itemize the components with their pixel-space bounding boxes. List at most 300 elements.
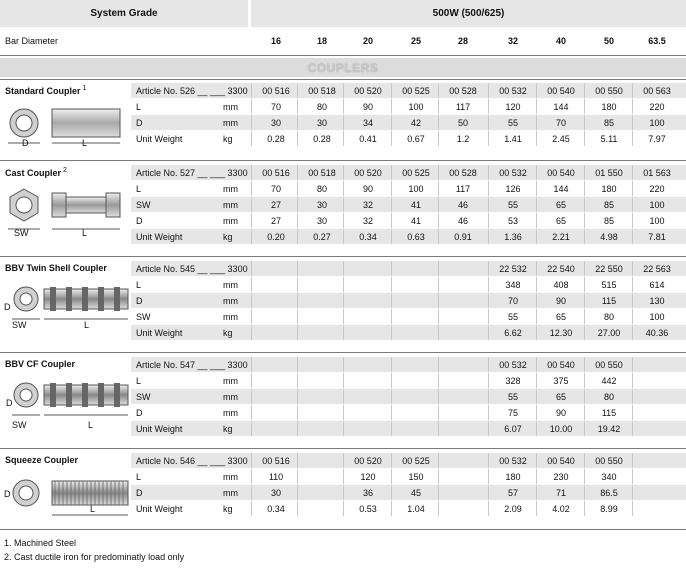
cell-divider — [632, 357, 633, 372]
table-cell: 19.42 — [597, 424, 621, 434]
row-unit: mm — [223, 280, 238, 290]
cell-divider — [632, 99, 633, 114]
cell-divider — [488, 131, 489, 146]
table-cell: 1.04 — [407, 504, 425, 514]
row-unit: mm — [223, 184, 238, 194]
table-cell: 46 — [457, 200, 468, 210]
cell-divider — [536, 229, 537, 244]
table-cell: 375 — [553, 376, 569, 386]
section-title — [5, 359, 75, 369]
cell-divider — [584, 229, 585, 244]
table-cell: 180 — [505, 472, 521, 482]
table-cell: 00 525 — [402, 86, 430, 96]
table-cell: 2.45 — [552, 134, 570, 144]
table-cell: 408 — [553, 280, 569, 290]
table-cell: 57 — [507, 488, 518, 498]
table-cell: 7.81 — [648, 232, 666, 242]
section-title — [5, 455, 78, 465]
table-cell — [440, 501, 486, 517]
table-cell: 27.00 — [597, 328, 621, 338]
cell-divider — [391, 181, 392, 196]
table-cell — [299, 421, 345, 437]
table-cell: 0.91 — [454, 232, 472, 242]
cell-divider — [488, 309, 489, 324]
table-cell: 70 — [270, 184, 281, 194]
cell-divider — [536, 421, 537, 436]
cell-divider — [391, 357, 392, 372]
table-cell — [253, 309, 299, 325]
row-unit: mm — [223, 488, 238, 498]
row-unit: mm — [223, 408, 238, 418]
cell-divider — [488, 83, 489, 98]
table-cell: 100 — [649, 312, 665, 322]
table-cell — [299, 293, 345, 309]
footnote-marker: 2 — [63, 167, 67, 174]
table-cell: 40.36 — [645, 328, 669, 338]
cell-divider — [536, 213, 537, 228]
cell-divider — [632, 325, 633, 340]
row-label: SW — [136, 392, 151, 402]
cell-divider — [488, 229, 489, 244]
table-cell: 30 — [270, 118, 281, 128]
table-cell — [393, 261, 439, 277]
table-cell: 614 — [649, 280, 665, 290]
table-cell — [345, 261, 391, 277]
table-cell — [393, 309, 439, 325]
table-cell — [253, 421, 299, 437]
cell-divider — [584, 261, 585, 276]
cell-divider — [488, 421, 489, 436]
cell-divider — [584, 357, 585, 372]
table-cell — [440, 357, 486, 373]
table-cell — [393, 325, 439, 341]
table-cell — [253, 389, 299, 405]
cell-divider — [391, 485, 392, 500]
table-cell: 32 — [362, 200, 373, 210]
cell-divider — [584, 213, 585, 228]
table-cell — [634, 389, 680, 405]
section-title — [5, 263, 107, 273]
row-unit: kg — [223, 328, 233, 338]
table-cell: 70 — [555, 118, 566, 128]
table-cell — [299, 453, 345, 469]
standard-coupler-icon — [2, 101, 130, 163]
table-cell: 6.07 — [504, 424, 522, 434]
cell-divider — [584, 469, 585, 484]
cell-divider — [391, 213, 392, 228]
cell-divider — [632, 277, 633, 292]
cell-divider — [488, 453, 489, 468]
table-cell: 348 — [505, 280, 521, 290]
table-cell: 85 — [603, 200, 614, 210]
bar-diameter-value: 18 — [316, 36, 327, 46]
row-unit: kg — [223, 504, 233, 514]
row-label: Unit Weight — [136, 504, 183, 514]
cell-divider — [536, 357, 537, 372]
table-cell — [253, 373, 299, 389]
row-label: D — [136, 296, 143, 306]
table-cell: 328 — [505, 376, 521, 386]
table-cell: 100 — [408, 184, 424, 194]
cell-divider — [488, 165, 489, 180]
dimension-label: L — [84, 320, 90, 330]
cell-divider — [584, 389, 585, 404]
dimension-label: D — [22, 138, 29, 148]
table-cell: 100 — [649, 118, 665, 128]
cell-divider — [488, 501, 489, 516]
cell-divider — [536, 99, 537, 114]
row-unit: kg — [223, 134, 233, 144]
table-cell: 80 — [316, 102, 327, 112]
row-unit: mm — [223, 118, 238, 128]
dimension-label: SW — [12, 420, 27, 430]
cell-divider — [632, 229, 633, 244]
cell-divider — [391, 309, 392, 324]
cell-divider — [632, 485, 633, 500]
cell-divider — [584, 165, 585, 180]
table-cell — [253, 277, 299, 293]
cell-divider — [488, 181, 489, 196]
table-cell: 71 — [555, 488, 566, 498]
row-label: L — [136, 280, 142, 290]
table-cell: 115 — [601, 408, 617, 418]
section-separator — [0, 256, 686, 257]
table-cell: 00 550 — [595, 456, 623, 466]
cell-divider — [536, 83, 537, 98]
table-cell — [345, 421, 391, 437]
cell-divider — [536, 165, 537, 180]
table-cell: 55 — [507, 312, 518, 322]
row-unit — [220, 165, 253, 181]
table-cell: 55 — [507, 118, 518, 128]
table-cell: 65 — [555, 312, 566, 322]
section-separator — [0, 352, 686, 353]
row-unit: mm — [223, 312, 238, 322]
table-cell: 5.11 — [600, 134, 618, 144]
cell-divider — [488, 357, 489, 372]
footnote-2: 2. Cast ductile iron for predominatly load only — [4, 552, 185, 562]
table-cell: 80 — [603, 392, 614, 402]
row-unit: mm — [223, 472, 238, 482]
table-cell: 126 — [505, 184, 521, 194]
row-label: Article No. 527 __ ___ 3300 — [136, 168, 248, 178]
table-cell: 0.41 — [359, 134, 377, 144]
table-cell: 00 516 — [262, 456, 290, 466]
cell-divider — [536, 405, 537, 420]
row-label: L — [136, 376, 142, 386]
table-cell — [299, 357, 345, 373]
cell-divider — [391, 261, 392, 276]
table-cell — [393, 293, 439, 309]
table-cell — [299, 309, 345, 325]
table-cell: 7.97 — [648, 134, 666, 144]
section-title-text: Cast Coupler — [5, 168, 62, 178]
cell-divider — [632, 213, 633, 228]
cell-divider — [391, 83, 392, 98]
row-unit — [220, 357, 253, 373]
bar-diameter-label: Bar Diameter — [5, 36, 59, 46]
dimension-label: D — [6, 398, 13, 408]
cell-divider — [632, 261, 633, 276]
cell-divider — [391, 277, 392, 292]
table-cell — [393, 421, 439, 437]
section-title-text: BBV CF Coupler — [5, 359, 76, 369]
table-cell — [253, 293, 299, 309]
table-cell: 00 528 — [449, 86, 477, 96]
table-cell: 00 520 — [354, 86, 382, 96]
cell-divider — [584, 453, 585, 468]
table-cell — [299, 501, 345, 517]
row-label: D — [136, 408, 143, 418]
table-cell: 22 532 — [499, 264, 527, 274]
table-cell — [253, 261, 299, 277]
row-label: L — [136, 102, 142, 112]
cell-divider — [584, 421, 585, 436]
cell-divider — [391, 389, 392, 404]
table-cell: 2.21 — [552, 232, 570, 242]
table-cell — [253, 325, 299, 341]
section-title — [5, 167, 67, 178]
squeeze-coupler-icon — [2, 471, 130, 533]
table-cell: 00 518 — [308, 86, 336, 96]
cell-divider — [584, 115, 585, 130]
row-unit: mm — [223, 200, 238, 210]
table-cell: 22 540 — [547, 264, 575, 274]
table-cell: 27 — [270, 200, 281, 210]
bar-diameter-value: 40 — [555, 36, 566, 46]
table-cell — [345, 357, 391, 373]
table-cell — [440, 485, 486, 501]
table-cell: 1.41 — [504, 134, 522, 144]
table-cell: 340 — [601, 472, 617, 482]
table-cell: 27 — [270, 216, 281, 226]
cell-divider — [391, 421, 392, 436]
table-cell: 442 — [601, 376, 617, 386]
cell-divider — [391, 469, 392, 484]
section-title-text: Squeeze Coupler — [5, 455, 79, 465]
cell-divider — [391, 405, 392, 420]
table-cell: 90 — [555, 408, 566, 418]
table-cell — [393, 373, 439, 389]
table-cell — [299, 405, 345, 421]
table-cell: 144 — [553, 102, 569, 112]
bar-diameter-value: 25 — [410, 36, 421, 46]
cell-divider — [391, 131, 392, 146]
bar-diameter-value: 28 — [457, 36, 468, 46]
table-cell — [440, 421, 486, 437]
table-cell — [253, 357, 299, 373]
table-cell: 80 — [316, 184, 327, 194]
cell-divider — [584, 325, 585, 340]
dimension-label: D — [4, 302, 11, 312]
dimension-label: L — [88, 420, 94, 430]
table-cell: 00 540 — [547, 456, 575, 466]
row-label: D — [136, 216, 143, 226]
table-cell: 6.62 — [504, 328, 522, 338]
table-cell: 00 550 — [595, 86, 623, 96]
table-cell — [440, 309, 486, 325]
section-title-text: BBV Twin Shell Coupler — [5, 263, 107, 273]
table-cell: 0.28 — [267, 134, 285, 144]
table-cell — [634, 373, 680, 389]
row-label: SW — [136, 312, 151, 322]
table-cell: 100 — [649, 200, 665, 210]
table-cell: 4.98 — [600, 232, 618, 242]
bar-diameter-value: 63.5 — [648, 36, 666, 46]
table-cell: 0.63 — [407, 232, 425, 242]
cell-divider — [488, 485, 489, 500]
table-cell — [299, 325, 345, 341]
row-unit: mm — [223, 376, 238, 386]
table-cell: 65 — [555, 216, 566, 226]
table-cell: 180 — [601, 102, 617, 112]
table-cell: 515 — [601, 280, 617, 290]
table-cell — [634, 453, 680, 469]
cell-divider — [536, 501, 537, 516]
row-unit: mm — [223, 102, 238, 112]
table-cell — [345, 389, 391, 405]
section-separator — [0, 448, 686, 449]
table-cell: 55 — [507, 392, 518, 402]
grade-value: 500W (500/625) — [432, 8, 505, 19]
cell-divider — [536, 469, 537, 484]
table-cell: 110 — [268, 472, 284, 482]
table-cell — [299, 389, 345, 405]
cell-divider — [632, 453, 633, 468]
table-cell — [440, 373, 486, 389]
table-cell: 90 — [362, 184, 373, 194]
table-cell: 00 550 — [595, 360, 623, 370]
cell-divider — [391, 325, 392, 340]
cell-divider — [391, 99, 392, 114]
section-title — [5, 85, 86, 96]
cell-divider — [632, 421, 633, 436]
cell-divider — [391, 453, 392, 468]
table-cell: 180 — [601, 184, 617, 194]
table-cell: 8.99 — [600, 504, 618, 514]
row-unit — [220, 83, 253, 99]
table-cell — [440, 469, 486, 485]
table-cell: 34 — [362, 118, 373, 128]
table-cell — [634, 357, 680, 373]
table-cell: 144 — [553, 184, 569, 194]
table-cell: 230 — [553, 472, 569, 482]
cell-divider — [488, 325, 489, 340]
table-cell — [345, 373, 391, 389]
table-cell — [299, 261, 345, 277]
row-label: SW — [136, 200, 151, 210]
dimension-label: D — [4, 489, 11, 499]
cell-divider — [584, 405, 585, 420]
table-cell: 55 — [507, 200, 518, 210]
cell-divider — [536, 453, 537, 468]
table-cell: 42 — [410, 118, 421, 128]
cell-divider — [488, 115, 489, 130]
table-cell: 220 — [649, 102, 665, 112]
cell-divider — [632, 83, 633, 98]
table-cell: 70 — [270, 102, 281, 112]
cell-divider — [536, 115, 537, 130]
table-cell: 00 520 — [354, 168, 382, 178]
dimension-label: L — [82, 138, 88, 148]
cell-divider — [488, 469, 489, 484]
table-cell: 01 563 — [643, 168, 671, 178]
footnote-marker: 1 — [82, 85, 87, 92]
table-cell: 00 540 — [547, 86, 575, 96]
cell-divider — [536, 485, 537, 500]
table-cell: 0.27 — [313, 232, 331, 242]
table-cell — [253, 405, 299, 421]
table-cell — [345, 309, 391, 325]
cell-divider — [536, 197, 537, 212]
row-unit: mm — [223, 216, 238, 226]
cell-divider — [632, 501, 633, 516]
cell-divider — [632, 131, 633, 146]
cell-divider — [488, 197, 489, 212]
row-label: Unit Weight — [136, 134, 183, 144]
table-cell — [440, 389, 486, 405]
row-label: L — [136, 184, 142, 194]
table-cell — [393, 389, 439, 405]
cell-divider — [488, 213, 489, 228]
dimension-label: L — [82, 228, 88, 238]
table-cell: 0.20 — [267, 232, 285, 242]
footnote-1: 1. Machined Steel — [4, 538, 77, 548]
table-cell — [345, 277, 391, 293]
table-cell — [299, 373, 345, 389]
table-cell: 1.2 — [456, 134, 470, 144]
row-label: L — [136, 472, 142, 482]
table-cell: 70 — [507, 296, 518, 306]
cell-divider — [391, 165, 392, 180]
table-cell: 4.02 — [552, 504, 570, 514]
cell-divider — [584, 293, 585, 308]
section-title-text: Standard Coupler — [5, 86, 81, 96]
table-cell: 220 — [649, 184, 665, 194]
cell-divider — [584, 83, 585, 98]
cell-divider — [584, 99, 585, 114]
cell-divider — [536, 277, 537, 292]
row-unit — [220, 453, 253, 469]
table-cell: 50 — [457, 118, 468, 128]
cell-divider — [632, 115, 633, 130]
table-cell: 46 — [457, 216, 468, 226]
table-cell: 00 532 — [499, 168, 527, 178]
cell-divider — [632, 165, 633, 180]
table-cell: 12.30 — [549, 328, 573, 338]
cell-divider — [632, 197, 633, 212]
table-cell: 130 — [649, 296, 665, 306]
table-cell: 41 — [410, 200, 421, 210]
table-cell: 80 — [603, 312, 614, 322]
table-cell: 1.36 — [504, 232, 522, 242]
cell-divider — [391, 373, 392, 388]
table-cell: 45 — [410, 488, 421, 498]
cell-divider — [632, 293, 633, 308]
table-cell — [299, 485, 345, 501]
table-cell — [393, 357, 439, 373]
row-unit: kg — [223, 424, 233, 434]
cell-divider — [536, 131, 537, 146]
cell-divider — [488, 405, 489, 420]
cell-divider — [536, 293, 537, 308]
table-cell: 00 518 — [308, 168, 336, 178]
cell-divider — [488, 261, 489, 276]
cell-divider — [391, 115, 392, 130]
cell-divider — [632, 309, 633, 324]
cell-divider — [632, 469, 633, 484]
row-unit: kg — [223, 232, 233, 242]
